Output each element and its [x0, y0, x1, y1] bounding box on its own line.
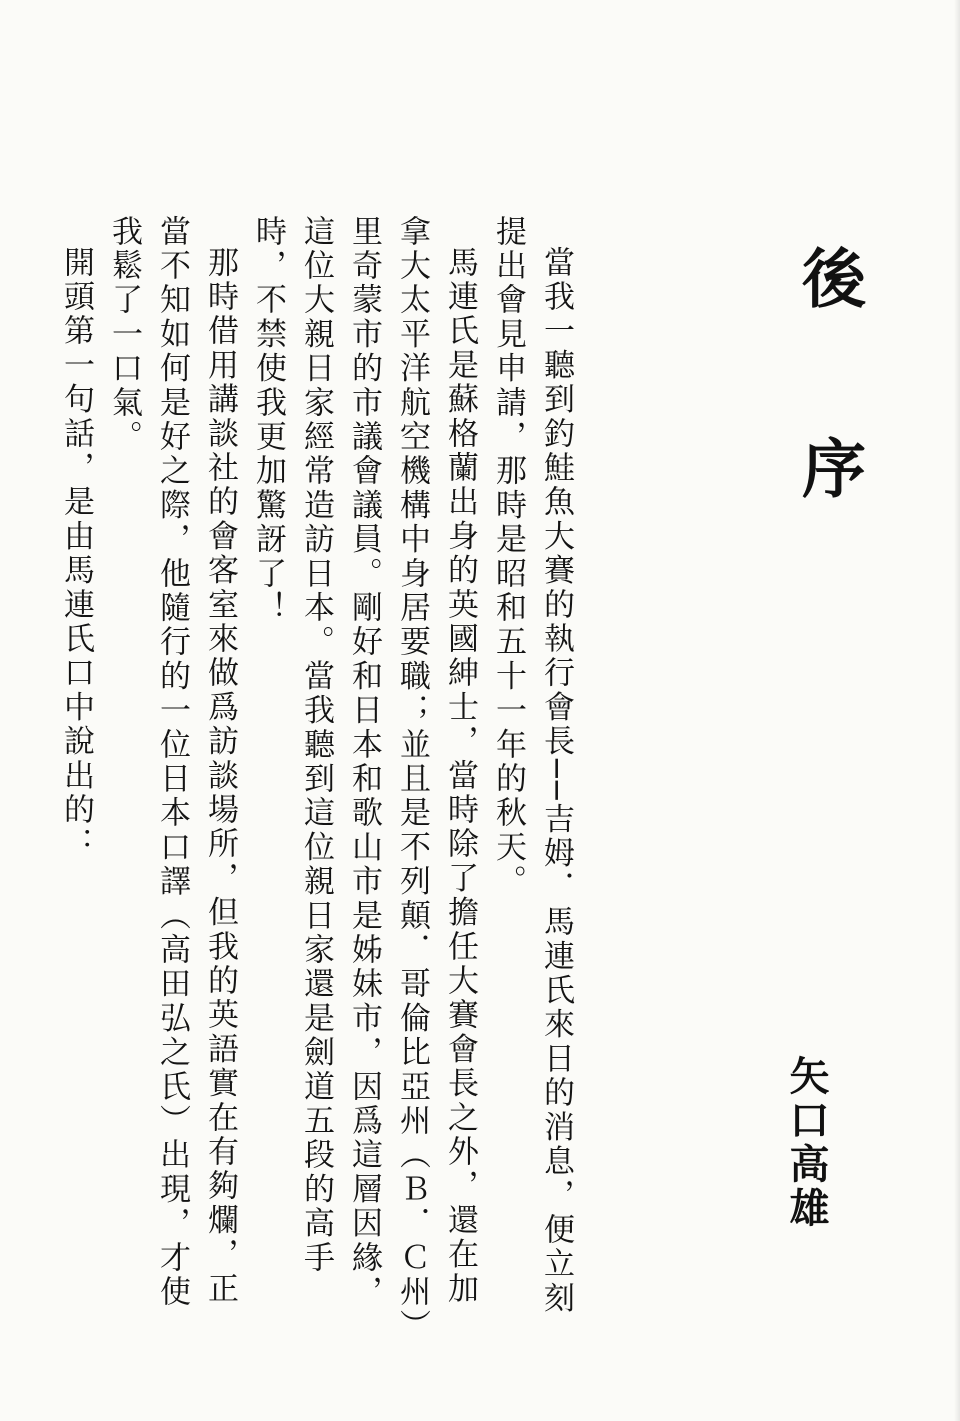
paragraph: 那時借用講談社的會客室來做爲訪談場所，但我的英語實在有夠爛，正當不知如何是好之際，他隨行的一位日本口譯（高田弘之氏）出現，才使我鬆了一口氣。 — [106, 215, 238, 1310]
paragraph: 開頭第一句話，是由馬連氏口中說出的： — [58, 246, 94, 862]
page-title: 後 序 — [791, 245, 865, 552]
paragraph: 馬連氏是蘇格蘭出身的英國紳士，當時除了擔任大賽會長之外，還在加拿大太平洋航空機構中身居要職；並且是不列顛．哥倫比亞州（Ｂ．Ｃ州）里奇蒙市的市議會議員。剛好和日本和歌山市是姊妹市，因爲這層因緣，這位大親日家經常造訪日本。當我聽到這位親日家還是劍道五段的高手時，不禁使我更加驚訝了！ — [250, 215, 478, 1329]
scan-edge-shadow — [954, 0, 960, 1421]
paragraph: 當我一聽到釣鮭魚大賽的執行會長──吉姆．馬連氏來日的消息，便立刻提出會見申請，那時是昭和五十一年的秋天。 — [490, 215, 574, 1316]
body-text — [60, 215, 580, 1335]
author-name: 矢口高雄 — [783, 1055, 829, 1231]
